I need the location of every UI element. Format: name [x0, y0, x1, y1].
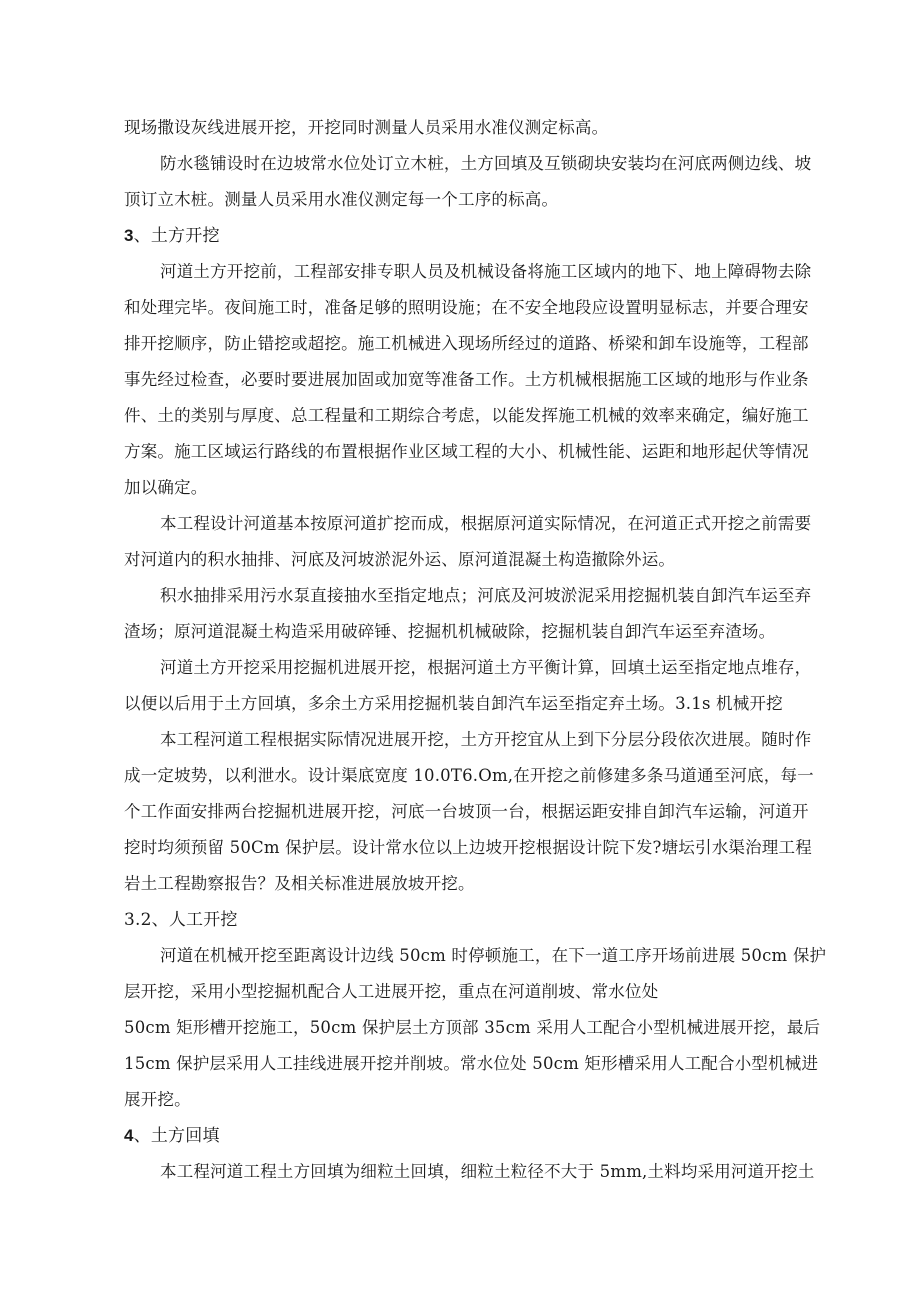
- paragraph-line: 岩土工程勘察报告？及相关标准进展放坡开挖。: [124, 874, 475, 893]
- section-heading-4: [124, 1124, 220, 1148]
- paragraph-line: 对河道内的积水抽排、河底及河坡淤泥外运、原河道混凝土构造撤除外运。: [124, 550, 676, 569]
- paragraph-line: 以便以后用于土方回填，多余土方采用挖掘机装自卸汽车运至指定弃土场。3.1s 机械开挖: [124, 694, 783, 713]
- paragraph-line: 本工程河道工程根据实际情况进展开挖，土方开挖宜从上到下分层分段依次进展。随时作: [160, 730, 812, 749]
- paragraph-line: 和处理完毕。夜间施工时，准备足够的照明设施；在不安全地段应设置明显标志，并要合理安: [124, 298, 809, 317]
- paragraph-line: 个工作面安排两台挖掘机进展开挖，河底一台坡顶一台，根据运距安排自卸汽车运输，河道开: [124, 802, 809, 821]
- heading-text: 、土方回填: [133, 1126, 220, 1146]
- heading-number: 4: [124, 1126, 134, 1145]
- paragraph-line: 渣场；原河道混凝土构造采用破碎锤、挖掘机机械破除，挖掘机装自卸汽车运至弃渣场。: [124, 622, 776, 641]
- paragraph-line: 河道土方开挖前，工程部安排专职人员及机械设备将施工区域内的地下、地上障碍物去除: [160, 262, 812, 281]
- paragraph-line: 方案。施工区域运行路线的布置根据作业区域工程的大小、机械性能、运距和地形起伏等情况: [124, 442, 809, 461]
- paragraph-line: 挖时均须预留 50Cm 保护层。设计常水位以上边坡开挖根据设计院下发?塘坛引水渠治理工程: [124, 838, 812, 857]
- paragraph-line: 加以确定。: [124, 478, 208, 497]
- heading-text: 、土方开挖: [133, 226, 220, 246]
- section-heading-3: [124, 224, 220, 248]
- paragraph-line: 本工程河道工程土方回填为细粒土回填，细粒土粒径不大于 5mm,土料均采用河道开挖土: [160, 1162, 815, 1181]
- paragraph-line: 本工程设计河道基本按原河道扩挖而成，根据原河道实际情况，在河道正式开挖之前需要: [160, 514, 812, 533]
- paragraph-line: 河道在机械开挖至距离设计边线 50cm 时停顿施工，在下一道工序开场前进展 50cm 保护: [160, 946, 827, 965]
- paragraph-line: 展开挖。: [124, 1090, 191, 1109]
- paragraph-line: 15cm 保护层采用人工挂线进展开挖并削坡。常水位处 50cm 矩形槽采用人工配合小型机械进: [124, 1054, 819, 1073]
- paragraph-line: 事先经过检查，必要时要进展加固或加宽等准备工作。土方机械根据施工区域的地形与作业条: [124, 370, 809, 389]
- paragraph-line: 河道土方开挖采用挖掘机进展开挖，根据河道土方平衡计算，回填土运至指定地点堆存，: [160, 658, 812, 677]
- paragraph-line: 层开挖，采用小型挖掘机配合人工进展开挖，重点在河道削坡、常水位处: [124, 982, 659, 1001]
- heading-number: 3: [124, 226, 134, 245]
- paragraph-line: 成一定坡势，以利泄水。设计渠底宽度 10.0T6.Om,在开挖之前修建多条马道通至河底，每一: [124, 766, 814, 785]
- paragraph-line: 积水抽排采用污水泵直接抽水至指定地点；河底及河坡淤泥采用挖掘机装自卸汽车运至弃: [160, 586, 812, 605]
- paragraph-line: 50cm 矩形槽开挖施工，50cm 保护层土方顶部 35cm 采用人工配合小型机械进展开挖，最后: [124, 1018, 821, 1037]
- paragraph-line: 排开挖顺序，防止错挖或超挖。施工机械进入现场所经过的道路、桥梁和卸车设施等，工程部: [124, 334, 809, 353]
- section-heading-3-2: 3.2、人工开挖: [124, 910, 238, 930]
- paragraph-line: 顶订立木桩。测量人员采用水准仪测定每一个工序的标高。: [124, 190, 559, 209]
- paragraph-line: 现场撒设灰线进展开挖，开挖同时测量人员采用水准仪测定标高。: [124, 118, 609, 137]
- paragraph-line: 件、土的类别与厚度、总工程量和工期综合考虑，以能发挥施工机械的效率来确定，编好施工: [124, 406, 809, 425]
- paragraph-line: 防水毯铺设时在边坡常水位处订立木桩，土方回填及互锁砌块安装均在河底两侧边线、坡: [160, 154, 812, 173]
